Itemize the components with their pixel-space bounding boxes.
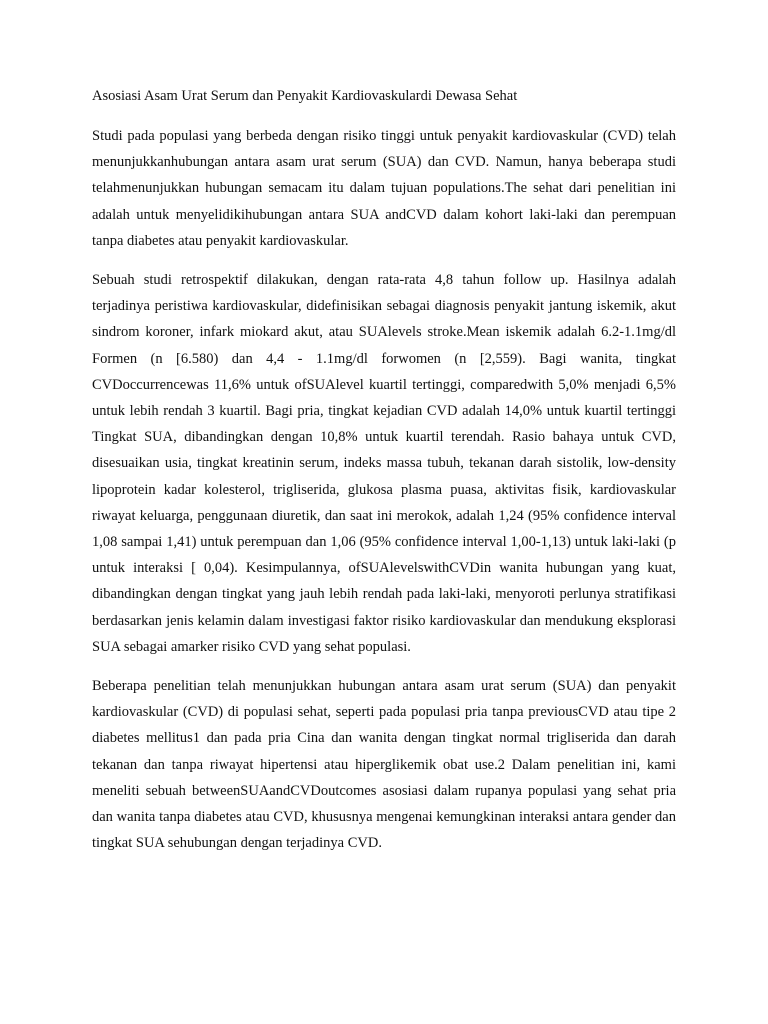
paragraph-background: Studi pada populasi yang berbeda dengan risiko tinggi untuk penyakit kardiovaskular (CVD) telah menunjukkanhubungan antara asam urat serum (SUA) dan CVD. Namun, hanya beberapa studi telahmenunjukkan hubungan semacam itu dalam tujuan populations.The sehat dari penelitian ini adalah untuk menyelidikihubungan antara SUA andCVD dalam kohort laki-laki dan perempuan tanpa diabetes atau penyakit kardiovaskular.	[92, 128, 676, 249]
paragraph-introduction: Beberapa penelitian telah menunjukkan hubungan antara asam urat serum (SUA) dan penyakit kardiovaskular (CVD) di populasi sehat, seperti pada populasi pria tanpa previousCVD atau tipe 2 diabetes mellitus1 dan pada pria Cina dan wanita dengan tingkat normal trigliserida dan darah tekanan dan tanpa riwayat hipertensi atau hiperglikemik obat use.2 Dalam penelitian ini, kami meneliti sebuah betweenSUAandCVDoutcomes asosiasi dalam rupanya populasi yang sehat pria dan wanita tanpa diabetes atau CVD, khususnya mengenai kemungkinan interaksi antara gender dan tingkat SUA sehubungan dengan terjadinya CVD.	[92, 678, 676, 852]
document-title: Asosiasi Asam Urat Serum dan Penyakit Kardiovaskulardi Dewasa Sehat	[92, 88, 518, 104]
paragraph-methods-results: Sebuah studi retrospektif dilakukan, dengan rata-rata 4,8 tahun follow up. Hasilnya adalah terjadinya peristiwa kardiovaskular, didefinisikan sebagai diagnosis penyakit jantung iskemik, akut sindrom koroner, infark miokard akut, atau SUAlevels stroke.Mean iskemik adalah 6.2-1.1mg/dl Formen (n [6.580) dan 4,4 - 1.1mg/dl forwomen (n [2,559). Bagi wanita, tingkat CVDoccurrencewas 11,6% untuk ofSUAlevel kuartil tertinggi, comparedwith 5,0% menjadi 6,5% untuk lebih rendah 3 kuartil. Bagi pria, tingkat kejadian CVD adalah 14,0% untuk kuartil tertinggi Tingkat SUA, dibandingkan dengan 10,8% untuk kuartil terendah. Rasio bahaya untuk CVD, disesuaikan usia, tingkat kreatinin serum, indeks massa tubuh, tekanan darah sistolik, low-density lipoprotein kadar kolesterol, trigliserida, glukosa plasma puasa, aktivitas fisik, kardiovaskular riwayat keluarga, penggunaan diuretik, dan saat ini merokok, adalah 1,24 (95% confidence interval 1,08 sampai 1,41) untuk perempuan dan 1,06 (95% confidence interval 1,00-1,13) untuk laki-laki (p untuk interaksi [ 0,04). Kesimpulannya, ofSUAlevelswithCVDin wanita hubungan yang kuat, dibandingkan dengan tingkat yang jauh lebih rendah pada laki-laki, menyoroti perlunya stratifikasi berdasarkan jenis kelamin dalam investigasi faktor risiko kardiovaskular dan mendukung eksplorasi SUA sebagai amarker risiko CVD yang sehat populasi.	[92, 272, 676, 655]
